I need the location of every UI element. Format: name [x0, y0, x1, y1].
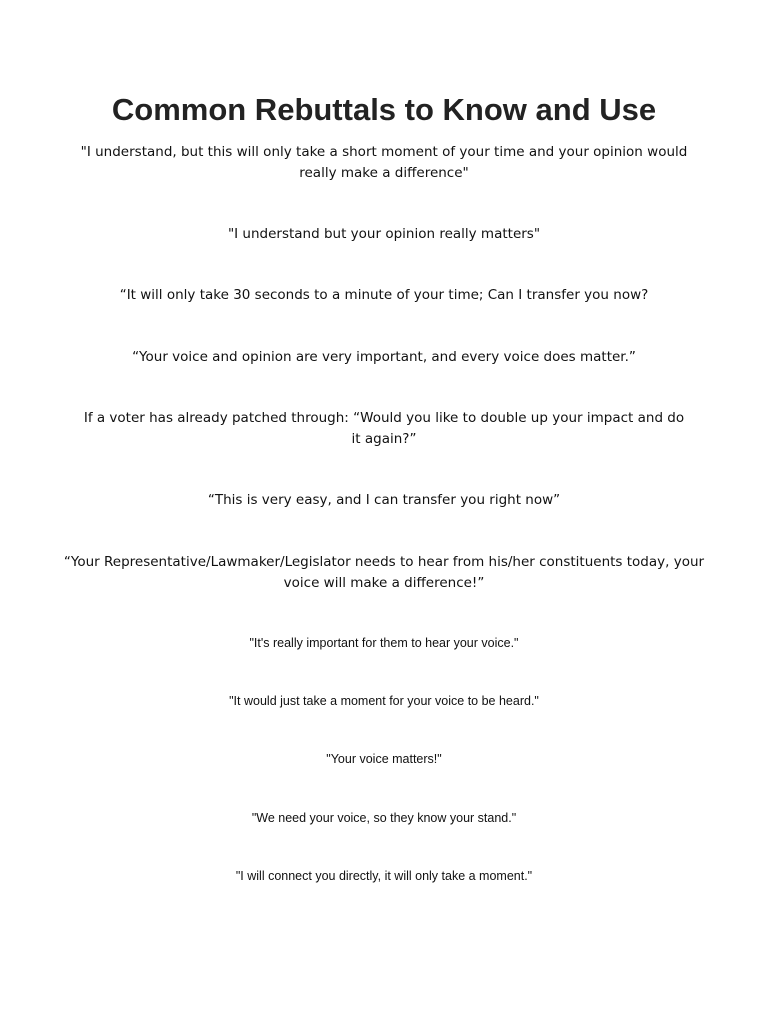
rebuttal-1: "I understand, but this will only take a short moment of your time and your opinion would really make a difference": [80, 144, 688, 181]
rebuttal-9: "It would just take a moment for your voice to be heard.": [229, 694, 539, 708]
rebuttal-12: "I will connect you directly, it will only take a moment.": [235, 869, 533, 883]
rebuttal-5: If a voter has already patched through: “Would you like to double up your impact and do it again?”: [83, 410, 685, 447]
rebuttal-3: “It will only take 30 seconds to a minute of your time; Can I transfer you now?: [119, 287, 649, 303]
rebuttal-11: "We need your voice, so they know your stand.": [251, 811, 517, 825]
page-title: Common Rebuttals to Know and Use: [111, 92, 657, 127]
rebuttal-8: "It's really important for them to hear your voice.": [249, 636, 519, 650]
rebuttal-6: “This is very easy, and I can transfer you right now”: [207, 492, 561, 508]
rebuttal-10: "Your voice matters!": [326, 752, 442, 766]
rebuttal-4: “Your voice and opinion are very important, and every voice does matter.”: [132, 349, 636, 365]
rebuttal-7: “Your Representative/Lawmaker/Legislator needs to hear from his/her constituents today, your voice will make a difference!”: [63, 554, 705, 591]
rebuttal-2: "I understand but your opinion really matters": [227, 226, 541, 242]
